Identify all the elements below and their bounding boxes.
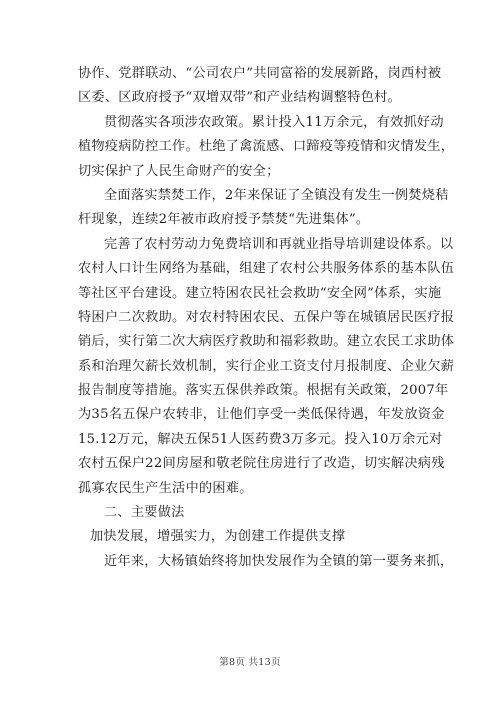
paragraph-line: 完善了农村劳动力免费培训和再就业指导培训建设体系。以 bbox=[104, 236, 454, 252]
paragraph-line: 全面落实禁焚工作，2年来保证了全镇没有发生一例焚烧秸 bbox=[104, 187, 449, 203]
paragraph-line: 等社区平台建设。建立特困农民社会救助“安全网”体系，实施 bbox=[78, 285, 442, 301]
paragraph-line: 孤寡农民生产生活中的困难。 bbox=[78, 480, 253, 496]
page-footer: 第8页 共13页 bbox=[219, 657, 281, 668]
document-body bbox=[78, 62, 455, 574]
paragraph-line: 杆现象，连续2年被市政府授予禁焚“先进集体”。 bbox=[78, 212, 370, 228]
paragraph-line: 为35名五保户农转非，让他们享受一类低保待遇，年发放资金 bbox=[78, 407, 445, 423]
paragraph-line: 农村人口计生网络为基础，组建了农村公共服务体系的基本队伍 bbox=[78, 261, 455, 277]
paragraph-line: 区委、区政府授予“双增双带”和产业结构调整特色村。 bbox=[78, 90, 402, 106]
paragraph-line: 近年来，大杨镇始终将加快发展作为全镇的第一要务来抓， bbox=[104, 553, 454, 569]
section-heading: 二、主要做法 bbox=[104, 505, 185, 521]
paragraph-line: 特困户二次救助。对农村特困农民、五保户等在城镇居民医疗报 bbox=[78, 309, 455, 325]
paragraph-line: 报告制度等措施。落实五保供养政策。根据有关政策，2007年 bbox=[78, 383, 449, 399]
paragraph-line: 系和治理欠薪长效机制，实行企业工资支付月报制度、企业欠薪 bbox=[78, 358, 455, 374]
paragraph-line: 销后，实行第二次大病医疗救助和福彩救助。建立农民工求助体 bbox=[78, 334, 455, 350]
paragraph-line: 植物疫病防控工作。杜绝了禽流感、口蹄疫等疫情和灾情发生， bbox=[78, 139, 455, 155]
paragraph-line: 协作、党群联动、“公司农户”共同富裕的发展新路，岗西村被 bbox=[78, 66, 442, 81]
sub-heading: 加快发展，增强实力，为创建工作提供支撑 bbox=[90, 529, 346, 545]
paragraph-line: 贯彻落实各项涉农政策。累计投入11万余元，有效抓好动 bbox=[104, 114, 444, 130]
paragraph-line: 15.12万元，解决五保51人医药费3万多元。投入10万余元对 bbox=[78, 431, 443, 447]
paragraph-line: 农村五保户22间房屋和敬老院住房进行了改造，切实解决病残 bbox=[78, 456, 445, 472]
paragraph-line: 切实保护了人民生命财产的安全； bbox=[78, 163, 280, 179]
